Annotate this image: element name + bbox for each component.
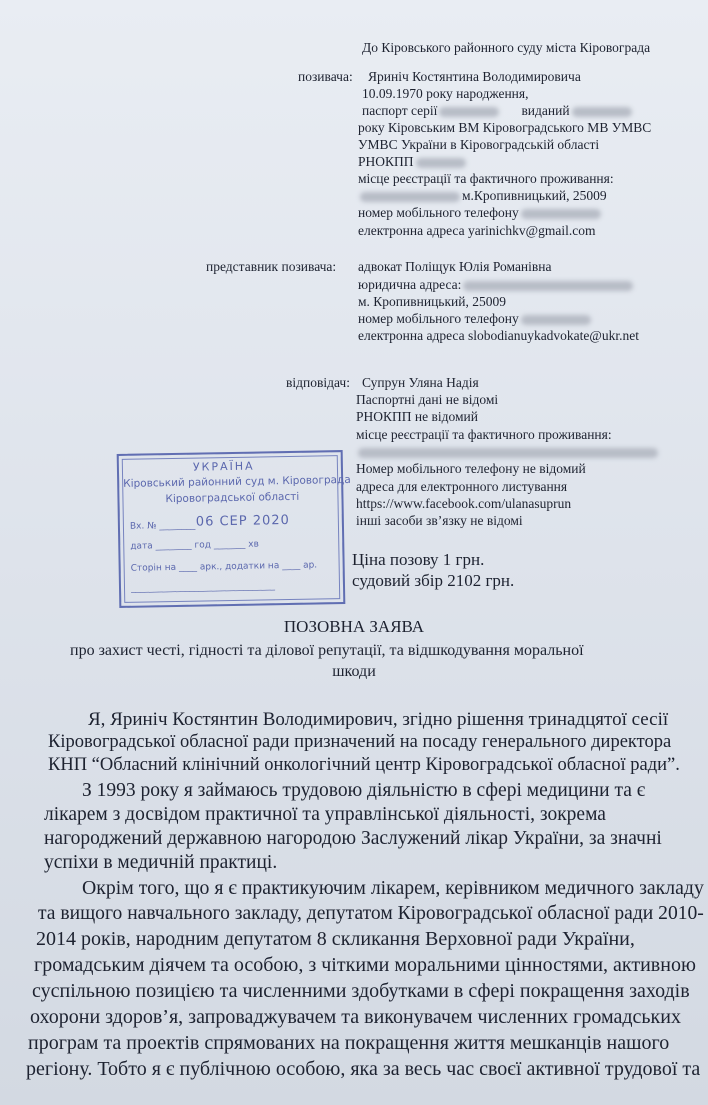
document-subtitle-line2: шкоди xyxy=(332,663,376,680)
stamp-court-line1: Кіровський районний суд м. Кіровограда xyxy=(123,473,351,490)
representative-label: представник позивача: xyxy=(206,259,337,274)
body-line: програм та проектів спрямованих на покращення життя мешканців нашого xyxy=(28,1032,670,1054)
representative-phone xyxy=(358,311,593,327)
body-line: КНП “Обласний клінічний онкологічний центр Кіровоградської обласної ради”. xyxy=(48,755,680,775)
defendant-name: Супрун Уляна Надія xyxy=(362,375,479,390)
defendant-facebook: https://www.facebook.com/ulanasuprun xyxy=(356,496,572,511)
stamp-date: 06 СЕР 2020 xyxy=(195,512,291,530)
rep-phone-label: номер мобільного телефону xyxy=(358,311,519,326)
defendant-passport: Паспортні дані не відомі xyxy=(356,392,499,407)
plaintiff-residence-label: місце реєстрації та фактичного проживання: xyxy=(358,171,614,186)
stamp-bottom-rule: ________________________________ xyxy=(130,581,276,594)
document-title: ПОЗОВНА ЗАЯВА xyxy=(283,617,425,636)
stamp-time-row: дата ________ год _______ хв xyxy=(130,539,259,552)
body-line: Окрім того, що я є практикуючим лікарем, керівником медичного закладу xyxy=(82,877,704,899)
body-line: регіону. Тобто я є публічною особою, яка за весь час своєї активної трудової та xyxy=(26,1058,701,1080)
plaintiff-name: Яриніч Костянтина Володимировича xyxy=(368,69,581,84)
issued-label: виданий xyxy=(521,103,570,118)
plaintiff-issued-region: УМВС України в Кіровоградській області xyxy=(358,137,600,152)
body-line: З 1993 року я займаюсь трудовою діяльністю в сфері медицини та є xyxy=(82,780,646,801)
body-line: охорони здоров’я, запроваджувачем та виконувачем численних громадських xyxy=(30,1006,681,1028)
claim-price: Ціна позову 1 грн. xyxy=(352,550,485,569)
body-line: успіхи в медичній практиці. xyxy=(44,852,278,873)
body-line: 2014 років, народним депутатом 8 скликання Верховної ради України, xyxy=(36,928,635,950)
defendant-label: відповідач: xyxy=(286,375,350,390)
document-subtitle-line1: про захист честі, гідності та ділової репутації, та відшкодування моральної xyxy=(70,642,584,659)
body-line: Я, Яриніч Костянтин Володимирович, згідно рішення тринадцятої сесії xyxy=(88,709,669,730)
body-line: громадським діячем та особою, з чіткими моральними цінностями, активною xyxy=(34,954,696,976)
plaintiff-phone xyxy=(358,205,603,221)
email-label: адреса для електронного листування xyxy=(356,479,568,494)
phone-label: номер мобільного телефону xyxy=(358,205,519,220)
defendant-tax-id: РНОКПП не відомий xyxy=(356,409,478,424)
body-line: та вищого навчального закладу, депутатом Кіровоградської обласної ради 2010- xyxy=(38,903,704,924)
court-fee: судовий збір 2102 грн. xyxy=(352,571,515,590)
body-line: Кіровоградської обласної ради призначений на посаду генерального директора xyxy=(48,732,672,752)
residence-city: м.Кропивницький, 25009 xyxy=(462,188,607,203)
representative-city: м. Кропивницький, 25009 xyxy=(358,294,506,309)
stamp-court-line2: Кіровоградської області xyxy=(165,490,300,506)
court-registration-stamp xyxy=(117,450,351,608)
court-header: До Кіровського районного суду міста Кіровограда xyxy=(362,40,651,55)
legal-address-label: юридична адреса: xyxy=(358,277,462,292)
representative-email: електронна адреса slobodianuykadvokate@ukr.net xyxy=(358,328,639,343)
plaintiff-label: позивача: xyxy=(298,69,353,84)
plaintiff-tax-id xyxy=(358,154,468,170)
stamp-country: УКРАЇНА xyxy=(192,459,255,474)
defendant-other-contacts: інші засоби зв’язку не відомі xyxy=(356,513,523,528)
tax-id-label: РНОКПП xyxy=(358,154,414,169)
defendant-email-label xyxy=(356,479,674,495)
representative-name: адвокат Поліщук Юлія Романівна xyxy=(358,259,552,274)
body-line: нагороджений державною нагородою Заслужений лікар України, за значні xyxy=(44,828,662,849)
plaintiff-email: електронна адреса yarinichkv@gmail.com xyxy=(358,223,596,238)
stamp-in-no: Вх. № ________ xyxy=(129,520,196,532)
body-line: суспільною позицією та численними здобутками в сфері покращення заходів xyxy=(32,980,690,1002)
stamp-sheets-row: Сторін на ____ арк., додатки на ____ ар. xyxy=(130,560,318,574)
plaintiff-birth: 10.09.1970 року народження, xyxy=(362,86,529,101)
plaintiff-passport xyxy=(362,103,634,119)
representative-address xyxy=(358,277,635,293)
defendant-phone: Номер мобільного телефону не відомий xyxy=(356,461,586,476)
defendant-residence xyxy=(356,444,660,460)
plaintiff-issued-by: року Кіровським ВМ Кіровоградського МВ УМВС xyxy=(358,120,652,135)
plaintiff-residence xyxy=(358,188,607,204)
defendant-residence-label: місце реєстрації та фактичного проживання: xyxy=(356,427,612,442)
passport-label: паспорт серії xyxy=(362,103,438,118)
body-line: лікарем з досвідом практичної та управлінської діяльності, зокрема xyxy=(44,804,606,825)
